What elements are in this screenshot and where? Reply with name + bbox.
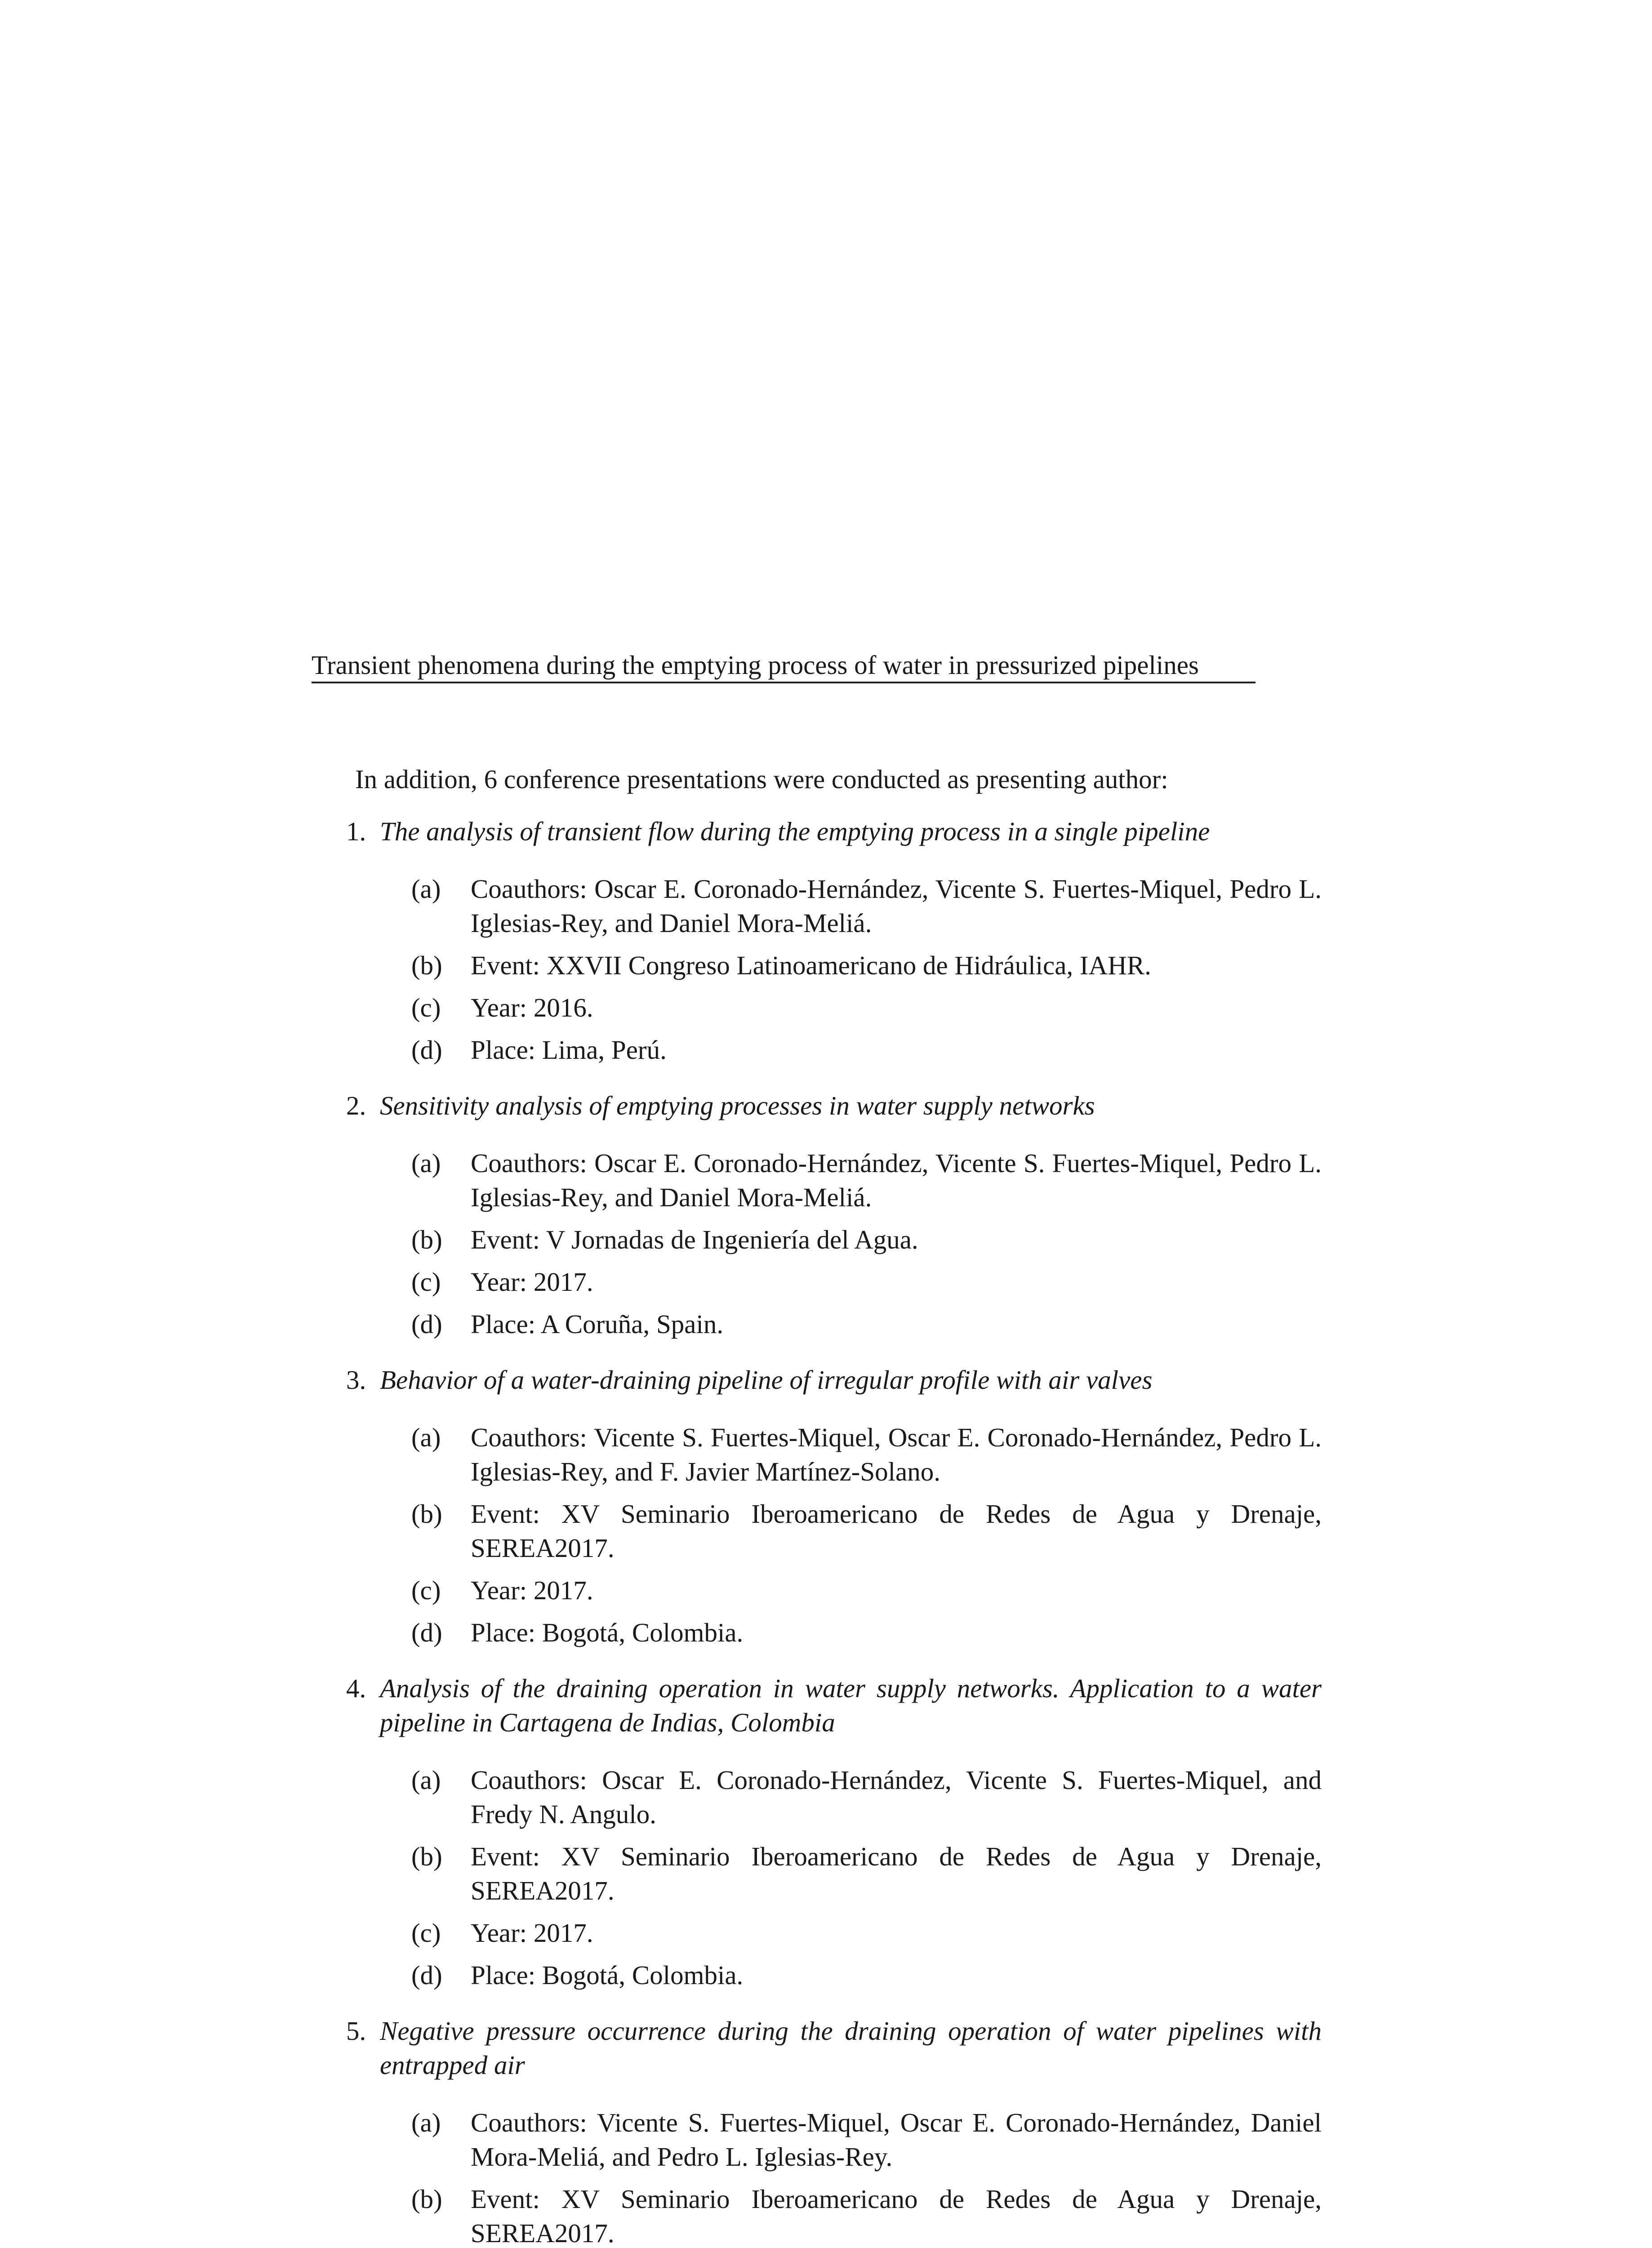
detail-text: Year: 2017. xyxy=(471,1267,593,1297)
presentation-item xyxy=(346,2014,1322,2248)
detail-item xyxy=(380,1916,1322,1950)
detail-text: Place: A Coruña, Spain. xyxy=(471,1309,724,1339)
detail-item xyxy=(380,990,1322,1025)
detail-text: Coauthors: Oscar E. Coronado-Hernández, Vicente S. Fuertes-Miquel, and Fredy N. Angulo. xyxy=(471,1765,1322,1829)
presentation-title: The analysis of transient flow during the emptying process in a single pipeline xyxy=(380,816,1210,846)
detail-text: Place: Lima, Perú. xyxy=(471,1035,667,1065)
item-number: 5. xyxy=(346,2016,366,2046)
detail-label: (b) xyxy=(411,1499,442,1529)
detail-text: Coauthors: Vicente S. Fuertes-Miquel, Oscar E. Coronado-Hernández, Daniel Mora-Meliá, and Pedro L. Iglesias-Rey. xyxy=(471,2108,1322,2172)
detail-label: (d) xyxy=(411,1618,442,1647)
presentation-item xyxy=(346,1363,1322,1650)
detail-text: Year: 2017. xyxy=(471,1918,593,1948)
detail-item xyxy=(380,2182,1322,2248)
presentation-item xyxy=(346,1671,1322,1992)
presentation-details xyxy=(380,1146,1322,1341)
detail-label: (a) xyxy=(411,2108,441,2137)
detail-label: (d) xyxy=(411,1960,442,1990)
detail-label: (a) xyxy=(411,1765,441,1795)
detail-label: (c) xyxy=(411,1267,441,1297)
detail-text: Event: XV Seminario Iberoamericano de Redes de Agua y Drenaje, SEREA2017. xyxy=(471,1842,1322,1905)
detail-item xyxy=(380,2105,1322,2174)
detail-text: Place: Bogotá, Colombia. xyxy=(471,1618,744,1647)
detail-item xyxy=(380,1146,1322,1214)
detail-item xyxy=(380,1839,1322,1908)
detail-text: Event: XXVII Congreso Latinoamericano de Hidráulica, IAHR. xyxy=(471,950,1151,980)
item-number: 4. xyxy=(346,1673,366,1703)
detail-label: (c) xyxy=(411,1918,441,1948)
detail-text: Event: XV Seminario Iberoamericano de Redes de Agua y Drenaje, SEREA2017. xyxy=(471,1499,1322,1563)
presentation-title: Analysis of the draining operation in water supply networks. Application to a water pipeline in Cartagena de Indias, Colombia xyxy=(380,1673,1322,1737)
detail-label: (b) xyxy=(411,2184,442,2214)
detail-item xyxy=(380,1307,1322,1341)
detail-text: Place: Bogotá, Colombia. xyxy=(471,1960,744,1990)
presentation-list xyxy=(346,814,1322,2248)
detail-text: Event: V Jornadas de Ingeniería del Agua. xyxy=(471,1225,918,1254)
detail-label: (d) xyxy=(411,1309,442,1339)
detail-label: (b) xyxy=(411,1842,442,1871)
presentation-item xyxy=(346,814,1322,1067)
presentation-item xyxy=(346,1088,1322,1341)
detail-item xyxy=(380,1573,1322,1607)
detail-text: Event: XV Seminario Iberoamericano de Redes de Agua y Drenaje, SEREA2017. xyxy=(471,2184,1322,2248)
detail-item xyxy=(380,872,1322,940)
running-title: Transient phenomena during the emptying process of water in pressurized pipelines xyxy=(312,650,1199,680)
detail-item xyxy=(380,1265,1322,1299)
presentation-title: Negative pressure occurrence during the draining operation of water pipelines with entrapped air xyxy=(380,2016,1322,2080)
presentation-title: Behavior of a water-draining pipeline of irregular profile with air valves xyxy=(380,1365,1153,1395)
detail-label: (d) xyxy=(411,1035,442,1065)
detail-label: (a) xyxy=(411,1423,441,1452)
page-body xyxy=(346,762,1322,2248)
item-number: 3. xyxy=(346,1365,366,1395)
detail-label: (c) xyxy=(411,993,441,1022)
detail-item xyxy=(380,1497,1322,1565)
presentation-details xyxy=(380,872,1322,1067)
detail-text: Coauthors: Oscar E. Coronado-Hernández, Vicente S. Fuertes-Miquel, Pedro L. Iglesias-Rey, and Daniel Mora-Meliá. xyxy=(471,874,1322,938)
detail-text: Coauthors: Oscar E. Coronado-Hernández, Vicente S. Fuertes-Miquel, Pedro L. Iglesias-Rey, and Daniel Mora-Meliá. xyxy=(471,1148,1322,1212)
presentation-details xyxy=(380,1763,1322,1992)
item-number: 2. xyxy=(346,1091,366,1120)
detail-label: (a) xyxy=(411,1148,441,1178)
detail-text: Coauthors: Vicente S. Fuertes-Miquel, Oscar E. Coronado-Hernández, Pedro L. Iglesias-Rey, and F. Javier Martínez-Solano. xyxy=(471,1423,1322,1486)
detail-text: Year: 2017. xyxy=(471,1575,593,1605)
running-header xyxy=(312,647,1256,683)
detail-label: (a) xyxy=(411,874,441,904)
detail-text: Year: 2016. xyxy=(471,993,593,1022)
presentation-details xyxy=(380,1420,1322,1650)
detail-item xyxy=(380,1222,1322,1257)
item-number: 1. xyxy=(346,816,366,846)
detail-label: (c) xyxy=(411,1575,441,1605)
detail-label: (b) xyxy=(411,950,442,980)
detail-item xyxy=(380,1615,1322,1650)
detail-item xyxy=(380,1420,1322,1489)
detail-item xyxy=(380,948,1322,982)
detail-item xyxy=(380,1763,1322,1831)
detail-item xyxy=(380,1958,1322,1992)
intro-paragraph: In addition, 6 conference presentations were conducted as presenting author: xyxy=(355,764,1168,794)
detail-item xyxy=(380,1033,1322,1067)
presentation-title: Sensitivity analysis of emptying processes in water supply networks xyxy=(380,1091,1095,1120)
detail-label: (b) xyxy=(411,1225,442,1254)
presentation-details xyxy=(380,2105,1322,2248)
